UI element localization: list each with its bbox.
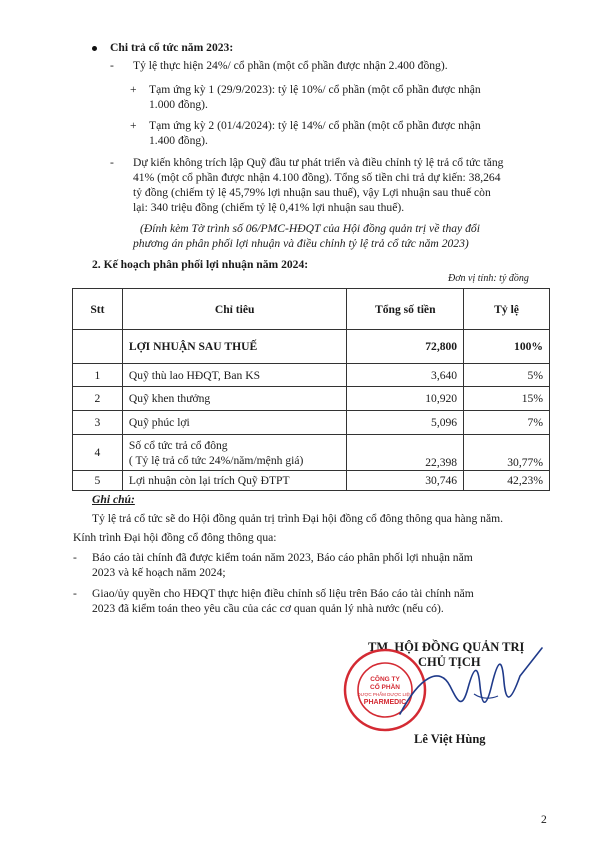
attachment-note-a: (Đính kèm Tờ trình số 06/PMC-HĐQT của Hội đồng quản trị về thay đổi — [140, 222, 480, 235]
adjust-line-d: lại: 340 triệu đồng (chiếm tỷ lệ 0,41% lợi nhuận sau thuế). — [133, 201, 405, 214]
col-header-amount: Tổng số tiền — [347, 289, 464, 330]
cell-rate: 100% — [464, 330, 550, 364]
table-row — [73, 471, 550, 491]
dash-marker: - — [73, 587, 77, 600]
cell-amount: 30,746 — [347, 471, 464, 491]
cell-rate: 15% — [464, 387, 550, 411]
notes-paragraph-1: Tỷ lệ trả cổ tức sẽ do Hội đồng quản trị trình Đại hội đồng cổ đông thông qua hàng năm. — [92, 512, 504, 525]
plus-marker: + — [130, 83, 137, 96]
table-row — [73, 330, 550, 364]
signatory-name: Lê Việt Hùng — [414, 732, 486, 746]
attachment-note-b: phương án phân phối lợi nhuận và điều chỉnh tỷ lệ trả cổ tức năm 2023) — [133, 237, 469, 250]
cell-rate: 42,23% — [464, 471, 550, 491]
plus-marker: + — [130, 119, 137, 132]
advance2-line-b: 1.400 đồng). — [149, 134, 208, 147]
request-item-2b: 2023 đã kiểm toán theo yêu cầu của các cơ quan quản lý nhà nước (nếu có). — [92, 602, 444, 615]
advance1-line-a: Tạm ứng kỳ 1 (29/9/2023): tỷ lệ 10%/ cổ phần (một cổ phần được nhận — [149, 83, 481, 96]
cell-item: Lợi nhuận còn lại trích Quỹ ĐTPT — [122, 471, 346, 491]
cell-stt: 3 — [73, 411, 123, 435]
cell-rate: 30,77% — [464, 435, 550, 471]
notes-paragraph-2: Kính trình Đại hội đồng cổ đông thông qua: — [73, 531, 277, 544]
cell-item: Quỹ thù lao HĐQT, Ban KS — [122, 364, 346, 387]
request-item-1a: Báo cáo tài chính đã được kiểm toán năm 2023, Báo cáo phân phối lợi nhuận năm — [92, 551, 473, 564]
col-header-stt: Stt — [73, 289, 123, 330]
cell-amount: 22,398 — [347, 435, 464, 471]
svg-text:CỔ PHẦN: CỔ PHẦN — [370, 684, 400, 691]
cell-item: LỢI NHUẬN SAU THUẾ — [122, 330, 346, 364]
cell-rate: 5% — [464, 364, 550, 387]
cell-amount: 10,920 — [347, 387, 464, 411]
cell-amount: 72,800 — [347, 330, 464, 364]
cell-stt: 5 — [73, 471, 123, 491]
table-row — [73, 411, 550, 435]
request-item-1b: 2023 và kế hoạch năm 2024; — [92, 566, 226, 579]
cell-stt — [73, 330, 123, 364]
dash-marker: - — [110, 156, 114, 169]
adjust-line-b: 41% (một cổ phần được nhận 4.100 đồng). Tổng số tiền chi trả dự kiến: 38,264 — [133, 171, 501, 184]
svg-text:CÔNG TY: CÔNG TY — [370, 676, 400, 683]
cell-amount: 3,640 — [347, 364, 464, 387]
cell-item-line1: Số cổ tức trả cổ đông — [128, 438, 228, 452]
cell-rate: 7% — [464, 411, 550, 435]
adjust-line-a: Dự kiến không trích lập Quỹ đầu tư phát triển và điều chỉnh tỷ lệ trả cổ tức tăng — [133, 156, 504, 169]
cell-item: Quỹ phúc lợi — [122, 411, 346, 435]
bullet-dot — [92, 46, 97, 51]
signature-scribble-icon — [370, 636, 560, 726]
adjust-line-c: tỷ đồng (chiếm tỷ lệ 45,79% lợi nhuận sau thuế), vậy Lợi nhuận sau thuế còn — [133, 186, 491, 199]
notes-label: Ghi chú: — [92, 493, 135, 506]
svg-text:PHARMEDIC: PHARMEDIC — [363, 699, 407, 706]
svg-text:DƯỢC PHẨM DƯỢC LIỆU: DƯỢC PHẨM DƯỢC LIỆU — [357, 692, 413, 697]
cell-item-line2: ( Tỷ lệ trả cổ tức 24%/năm/mệnh giá) — [128, 453, 304, 467]
cell-item — [122, 435, 346, 471]
advance1-line-b: 1.000 đồng). — [149, 98, 208, 111]
cell-item: Quỹ khen thưởng — [122, 387, 346, 411]
request-item-2a: Giao/ủy quyền cho HĐQT thực hiện điều chỉnh số liệu trên Báo cáo tài chính năm — [92, 587, 474, 600]
dividend-rate-line: Tỷ lệ thực hiện 24%/ cổ phần (một cổ phần được nhận 2.400 đồng). — [133, 59, 448, 72]
cell-stt: 2 — [73, 387, 123, 411]
table-row — [73, 435, 550, 471]
cell-stt: 4 — [73, 435, 123, 471]
signature-title: CHỦ TỊCH — [418, 655, 481, 669]
col-header-rate: Tỷ lệ — [464, 289, 550, 330]
table-header-row — [73, 289, 550, 330]
dash-marker: - — [110, 59, 114, 72]
section2-heading: 2. Kế hoạch phân phối lợi nhuận năm 2024: — [92, 258, 309, 271]
table-row — [73, 387, 550, 411]
unit-label: Đơn vị tính: tỷ đồng — [448, 273, 529, 284]
page-number: 2 — [541, 813, 547, 826]
signature-org: TM. HỘI ĐỒNG QUẢN TRỊ — [368, 640, 525, 654]
col-header-item: Chỉ tiêu — [122, 289, 346, 330]
dash-marker: - — [73, 551, 77, 564]
cell-stt: 1 — [73, 364, 123, 387]
section1-heading: Chi trả cổ tức năm 2023: — [110, 41, 234, 54]
advance2-line-a: Tạm ứng kỳ 2 (01/4/2024): tỷ lệ 14%/ cổ phần (một cổ phần được nhận — [149, 119, 481, 132]
cell-amount: 5,096 — [347, 411, 464, 435]
profit-distribution-table — [72, 288, 550, 491]
table-row — [73, 364, 550, 387]
